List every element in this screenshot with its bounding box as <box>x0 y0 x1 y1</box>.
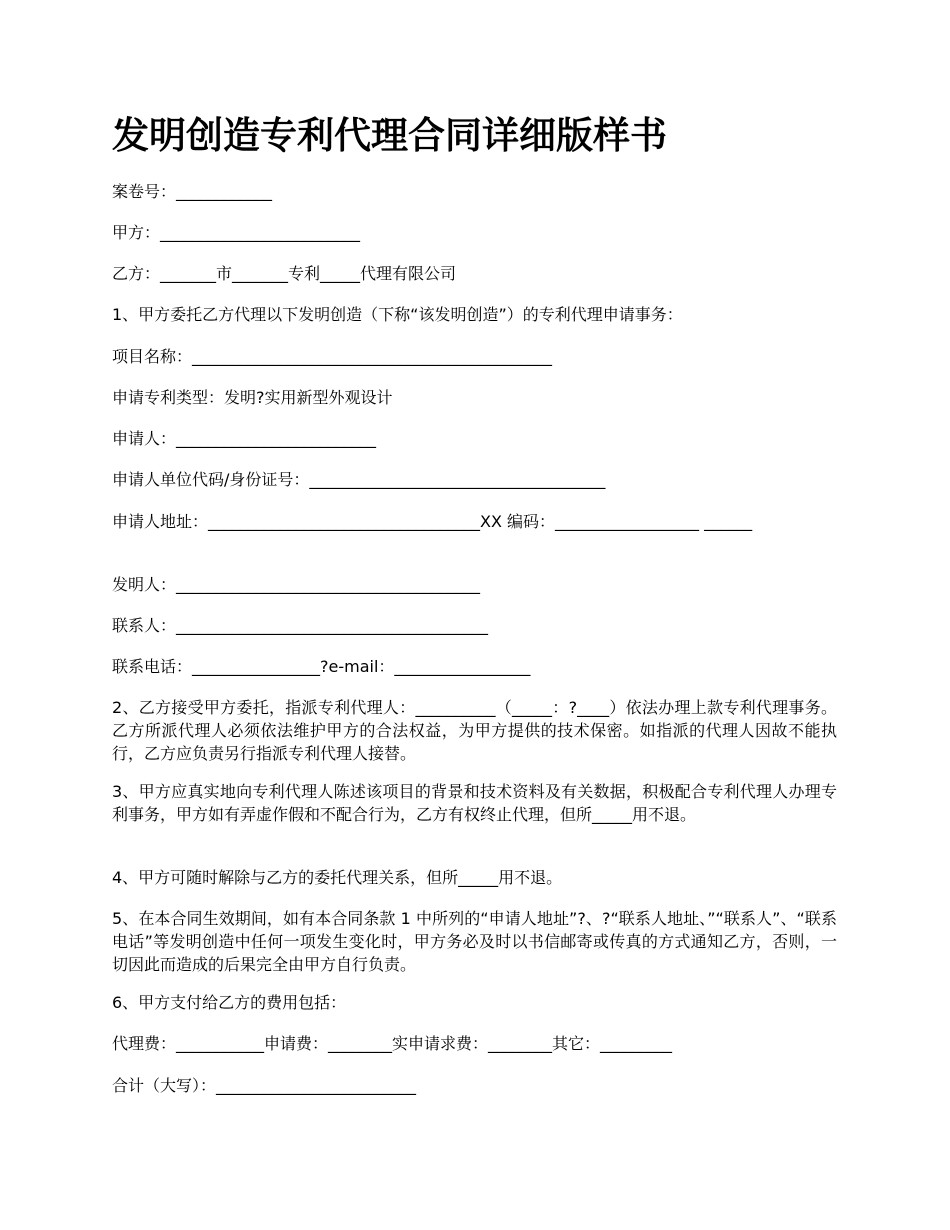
clause-3: 3、甲方应真实地向专利代理人陈述该项目的背景和技术资料及有关数据，积极配合专利代理人办理专利事务，甲方如有弄虚作假和不配合行为，乙方有权终止代理，但所_____用不退。 <box>112 782 837 824</box>
applicant-id-line: 申请人单位代码/身份证号：_____________________________________ <box>112 470 606 489</box>
fees-line: 代理费：___________申请费：________实申请求费：________其它：_________ <box>112 1034 673 1053</box>
inventor-line: 发明人：______________________________________ <box>112 575 481 594</box>
project-name-line: 项目名称：_____________________________________________ <box>112 347 553 366</box>
clause-5: 5、在本合同生效期间，如有本合同条款 1 中所列的“申请人地址”?、?“联系人地址、”“联系人”、“联系电话”等发明创造中任何一项发生变化时，甲方务必及时以书信邮寄或传真的方式通知乙方，否则，一切因此而造成的后果完全由甲方自行负责。 <box>112 909 837 974</box>
clause-6: 6、甲方支付给乙方的费用包括： <box>112 993 347 1012</box>
clause-2: 2、乙方接受甲方委托，指派专利代理人：__________（_____：?____）依法办理上款专利代理事务。乙方所派代理人必须依法维护甲方的合法权益，为甲方提供的技术保密。如指派的代理人因故不能执行，乙方应负责另行指派专利代理人接替。 <box>112 698 837 763</box>
party-a-line: 甲方：_________________________ <box>112 223 361 242</box>
patent-type-line: 申请专利类型：发明?实用新型外观设计 <box>112 388 393 407</box>
total-line: 合计（大写）：_________________________ <box>112 1076 417 1095</box>
contact-line: 联系人：_______________________________________ <box>112 616 489 635</box>
case-number-line: 案卷号：____________ <box>112 182 273 201</box>
party-b-line: 乙方：_______市_______专利_____代理有限公司 <box>112 264 457 283</box>
contact-phone-line: 联系电话：________________?e-mail：_________________ <box>112 657 531 676</box>
applicant-address-line: 申请人地址：__________________________________XX 编码：__________________ ______ <box>112 512 753 531</box>
document-title: 发明创造专利代理合同详细版样书 <box>112 114 667 157</box>
applicant-line: 申请人：_________________________ <box>112 429 377 448</box>
clause-1: 1、甲方委托乙方代理以下发明创造（下称“该发明创造”）的专利代理申请事务： <box>112 305 683 324</box>
clause-4: 4、甲方可随时解除与乙方的委托代理关系，但所_____用不退。 <box>112 868 563 887</box>
